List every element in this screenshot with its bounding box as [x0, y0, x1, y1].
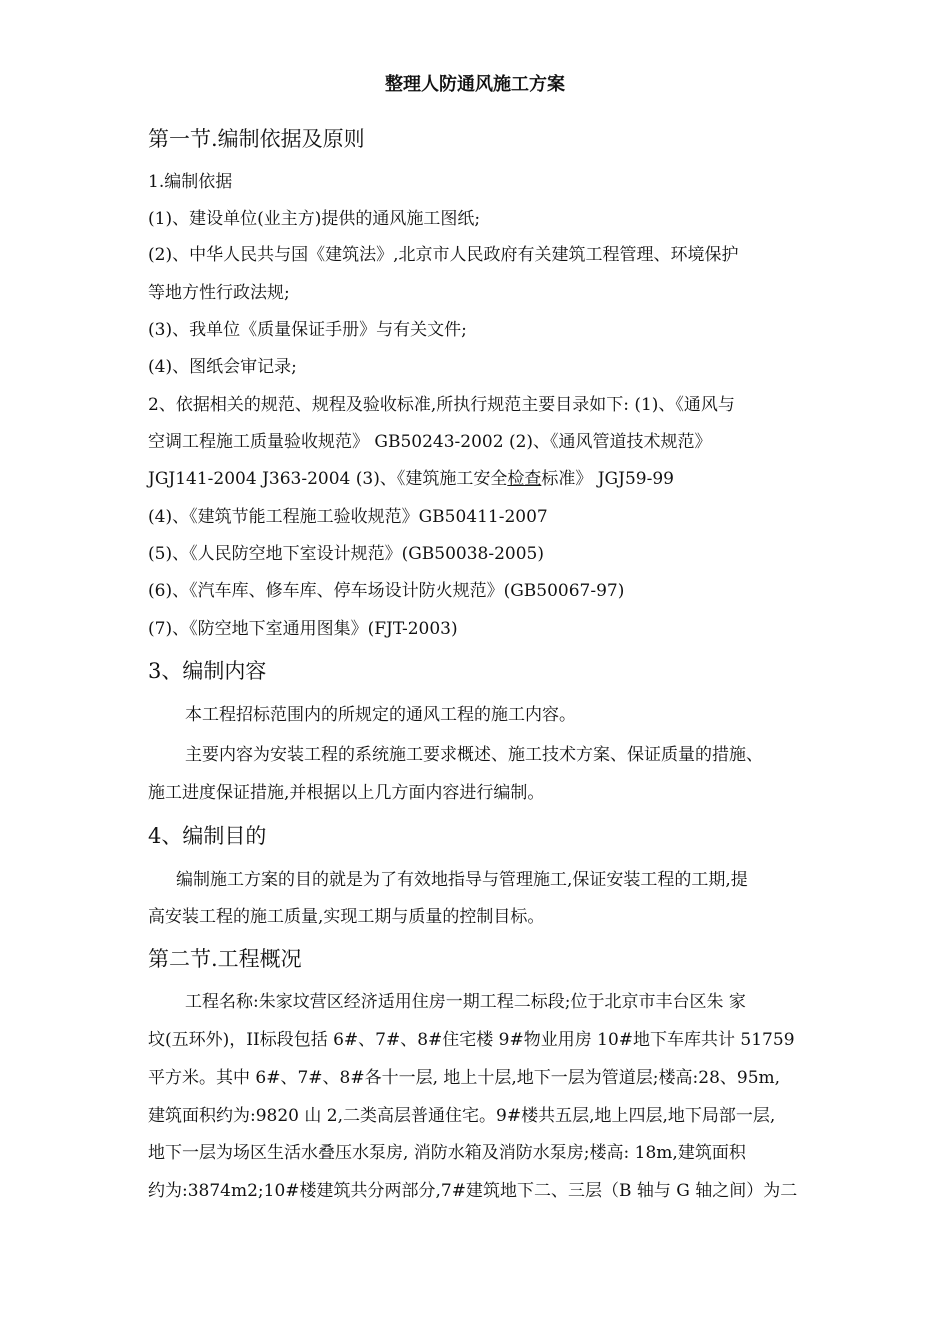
paragraph-line: 建筑面积约为:9820 山 2,二类高层普通住宅。9#楼共五层,地上四层,地下局部一层, — [148, 1106, 776, 1126]
text-line: (7)、《防空地下室通用图集》(FJT-2003) — [148, 619, 458, 639]
paragraph-line: 平方米。其中 6#、7#、8#各十一层, 地上十层,地下一层为管道层;楼高:28、95m, — [148, 1068, 781, 1088]
paragraph-line: 坟(五环外)，II标段包括 6#、7#、8#住宅楼 9#物业用房 10#地下车库共计 51759 — [148, 1030, 795, 1050]
paragraph-line: 编制施工方案的目的就是为了有效地指导与管理施工,保证安装工程的工期,提 — [176, 870, 748, 890]
underlined-text: 检查 — [507, 469, 542, 489]
paragraph-line: 本工程招标范围内的所规定的通风工程的施工内容。 — [185, 705, 576, 725]
text-line: (4)、《建筑节能工程施工验收规范》GB50411-2007 — [148, 507, 548, 527]
paragraph-line: 地下一层为场区生活水叠压水泵房, 消防水箱及消防水泵房;楼高: 18m,建筑面积 — [148, 1143, 746, 1163]
section-heading-3: 4、编制目的 — [148, 824, 267, 848]
text-segment: JGJ141-2004 J363-2004 (3)、《建筑施工安全 — [148, 469, 508, 489]
text-line: (4)、图纸会审记录; — [148, 357, 297, 377]
text-line: 等地方性行政法规; — [148, 283, 290, 303]
text-line: (3)、我单位《质量保证手册》与有关文件; — [148, 320, 467, 340]
paragraph-line: 约为:3874m2;10#楼建筑共分两部分,7#建筑地下二、三层（B 轴与 G 轴之间）为二 — [148, 1181, 798, 1201]
text-line — [148, 464, 674, 489]
paragraph-line: 高安装工程的施工质量,实现工期与质量的控制目标。 — [148, 907, 545, 927]
text-line: 2、依据相关的规范、规程及验收标准,所执行规范主要目录如下: (1)、《通风与 — [148, 395, 735, 415]
text-line: (1)、建设单位(业主方)提供的通风施工图纸; — [148, 209, 481, 229]
paragraph-line: 工程名称:朱家坟营区经济适用住房一期工程二标段;位于北京市丰台区朱 家 — [185, 992, 746, 1012]
text-segment: 标准》 JGJ59-99 — [541, 469, 674, 489]
document-title: 整理人防通风施工方案 — [385, 74, 565, 95]
text-line: (5)、《人民防空地下室设计规范》(GB50038-2005) — [148, 544, 545, 564]
text-line: 1.编制依据 — [148, 172, 233, 192]
text-line: 空调工程施工质量验收规范》 GB50243-2002 (2)、《通风管道技术规范》 — [148, 432, 712, 452]
section-heading-1: 第一节.编制依据及原则 — [148, 127, 365, 151]
paragraph-line: 主要内容为安装工程的系统施工要求概述、施工技术方案、保证质量的措施、 — [185, 745, 763, 765]
text-line: (2)、中华人民共与国《建筑法》,北京市人民政府有关建筑工程管理、环境保护 — [148, 245, 739, 265]
section-heading-2: 3、编制内容 — [148, 659, 267, 683]
text-line: (6)、《汽车库、修车库、停车场设计防火规范》(GB50067-97) — [148, 581, 625, 601]
paragraph-line: 施工进度保证措施,并根据以上几方面内容进行编制。 — [148, 783, 545, 803]
section-heading-4: 第二节.工程概况 — [148, 947, 302, 971]
